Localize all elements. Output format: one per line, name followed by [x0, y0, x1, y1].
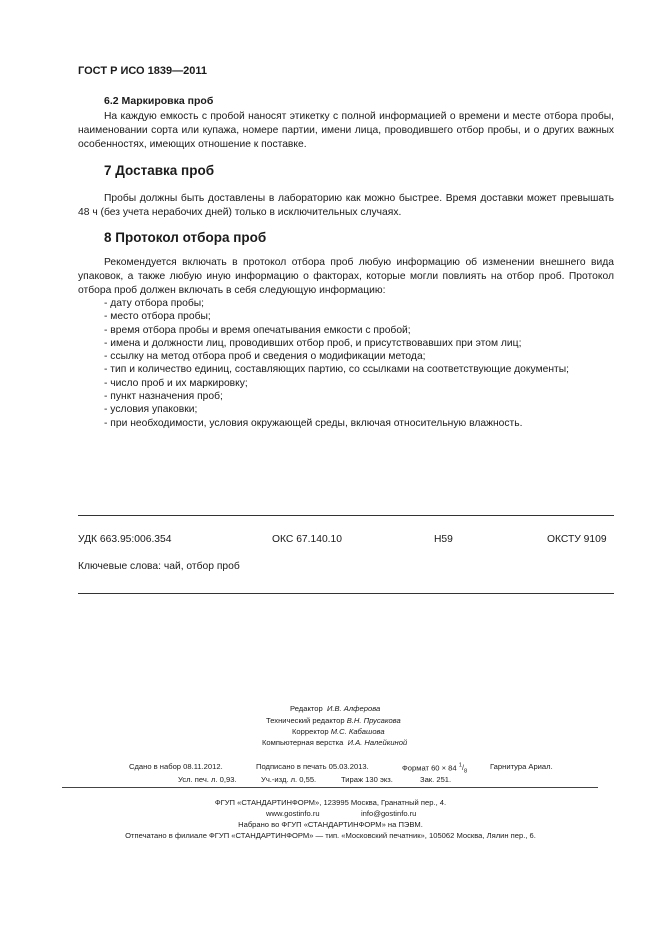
list-item: - тип и количество единиц, составляющих партию, со ссылками на соответствующие документы;: [104, 364, 570, 376]
section-7-title: 7 Доставка проб: [104, 163, 215, 178]
list-item: - место отбора пробы;: [104, 311, 211, 323]
imprint-line-2b: Уч.-изд. л. 0,55.: [261, 775, 317, 784]
list-item: - число проб и их маркировку;: [104, 377, 248, 389]
divider-bottom: [78, 593, 614, 594]
credit-label: Корректор: [292, 727, 329, 736]
imprint-divider: [62, 787, 598, 788]
imprint-line-1b: Подписано в печать 05.03.2013.: [256, 762, 369, 771]
format-fraction: $^1/_8$: [458, 763, 468, 775]
group-code: Н59: [434, 534, 453, 545]
section-8-text: Рекомендуется включать в протокол отбора проб любую информацию об изменении внешнего вида упаковок, а также любую иную информацию о факторах, которые могли повлиять на отбор проб. Протокол отбора проб должен включать в себя следующую информацию:: [78, 257, 614, 296]
credit-label: Технический редактор: [266, 716, 345, 725]
format-label: Формат 60 × 84: [402, 763, 457, 773]
credit-tech-editor: [266, 715, 401, 726]
typeset-note: Набрано во ФГУП «СТАНДАРТИНФОРМ» на ПЭВМ.: [238, 820, 423, 829]
section-7-paragraph: [78, 192, 614, 220]
printing-note: Отпечатано в филиале ФГУП «СТАНДАРТИНФОРМ» — тип. «Московский печатник», 105062 Москва, Лялин пер., 6.: [125, 831, 536, 840]
okstu-code: ОКСТУ 9109: [547, 534, 607, 545]
section-8-title: 8 Протокол отбора проб: [104, 230, 267, 245]
credit-layout: [262, 737, 407, 748]
imprint-line-1a: Сдано в набор 08.11.2012.: [129, 762, 223, 771]
udk-code: УДК 663.95:006.354: [78, 534, 172, 545]
fraction-denominator: 8: [463, 768, 468, 775]
protocol-items-list: [104, 297, 619, 430]
credit-label: Редактор: [290, 704, 323, 713]
credit-corrector: [292, 726, 385, 737]
credit-name: И.В. Алферова: [326, 704, 381, 713]
credit-name: В.Н. Прусакова: [346, 716, 401, 725]
publisher-address: ФГУП «СТАНДАРТИНФОРМ», 123995 Москва, Гранатный пер., 4.: [214, 798, 447, 807]
credit-name: И.А. Налейкиной: [347, 738, 408, 747]
keywords: Ключевые слова: чай, отбор проб: [78, 561, 240, 572]
imprint-line-2a: Усл. печ. л. 0,93.: [178, 775, 237, 784]
list-item: - при необходимости, условия окружающей среды, включая относительную влажность.: [104, 417, 523, 429]
credit-name: М.С. Кабашова: [330, 727, 385, 736]
list-item: - время отбора пробы и время опечатывания емкости с пробой;: [104, 324, 411, 336]
publisher-website: www.gostinfo.ru: [266, 809, 320, 818]
section-6-2-text: На каждую емкость с пробой наносят этикетку с полной информацией о времени и месте отбора пробы, наименовании сорта или купажа, номере партии, имени лица, проводившего отбор пробы, и о других важных особенностях, имеющих отношение к поставке.: [78, 111, 614, 150]
section-6-2-title: 6.2 Маркировка проб: [104, 95, 214, 107]
imprint-line-2c: Тираж 130 экз.: [341, 775, 393, 784]
publisher-email: info@gostinfo.ru: [361, 809, 417, 818]
divider-top: [78, 515, 614, 516]
credit-label: Компьютерная верстка: [262, 738, 344, 747]
imprint-line-2d: Зак. 251.: [420, 775, 452, 784]
fraction-numerator: 1: [458, 763, 463, 769]
section-7-text: Пробы должны быть доставлены в лабораторию как можно быстрее. Время доставки может превышать 48 ч (без учета нерабочих дней) только в исключительных случаях.: [78, 193, 614, 218]
list-item: - условия упаковки;: [104, 404, 198, 416]
credit-editor: [290, 703, 380, 714]
section-6-2-paragraph: [78, 110, 614, 152]
list-item: - дату отбора пробы;: [104, 298, 204, 309]
list-item: - ссылку на метод отбора проб и сведения о модификации метода;: [104, 351, 426, 363]
oks-code: ОКС 67.140.10: [272, 534, 342, 545]
list-item: - имена и должности лиц, проводивших отбор проб, и присутствовавших при этом лиц;: [104, 337, 522, 349]
imprint-line-1d: Гарнитура Ариал.: [490, 762, 553, 771]
list-item: - пункт назначения проб;: [104, 391, 223, 403]
section-8-paragraph: [78, 256, 614, 298]
document-header: ГОСТ Р ИСО 1839—2011: [78, 65, 208, 77]
